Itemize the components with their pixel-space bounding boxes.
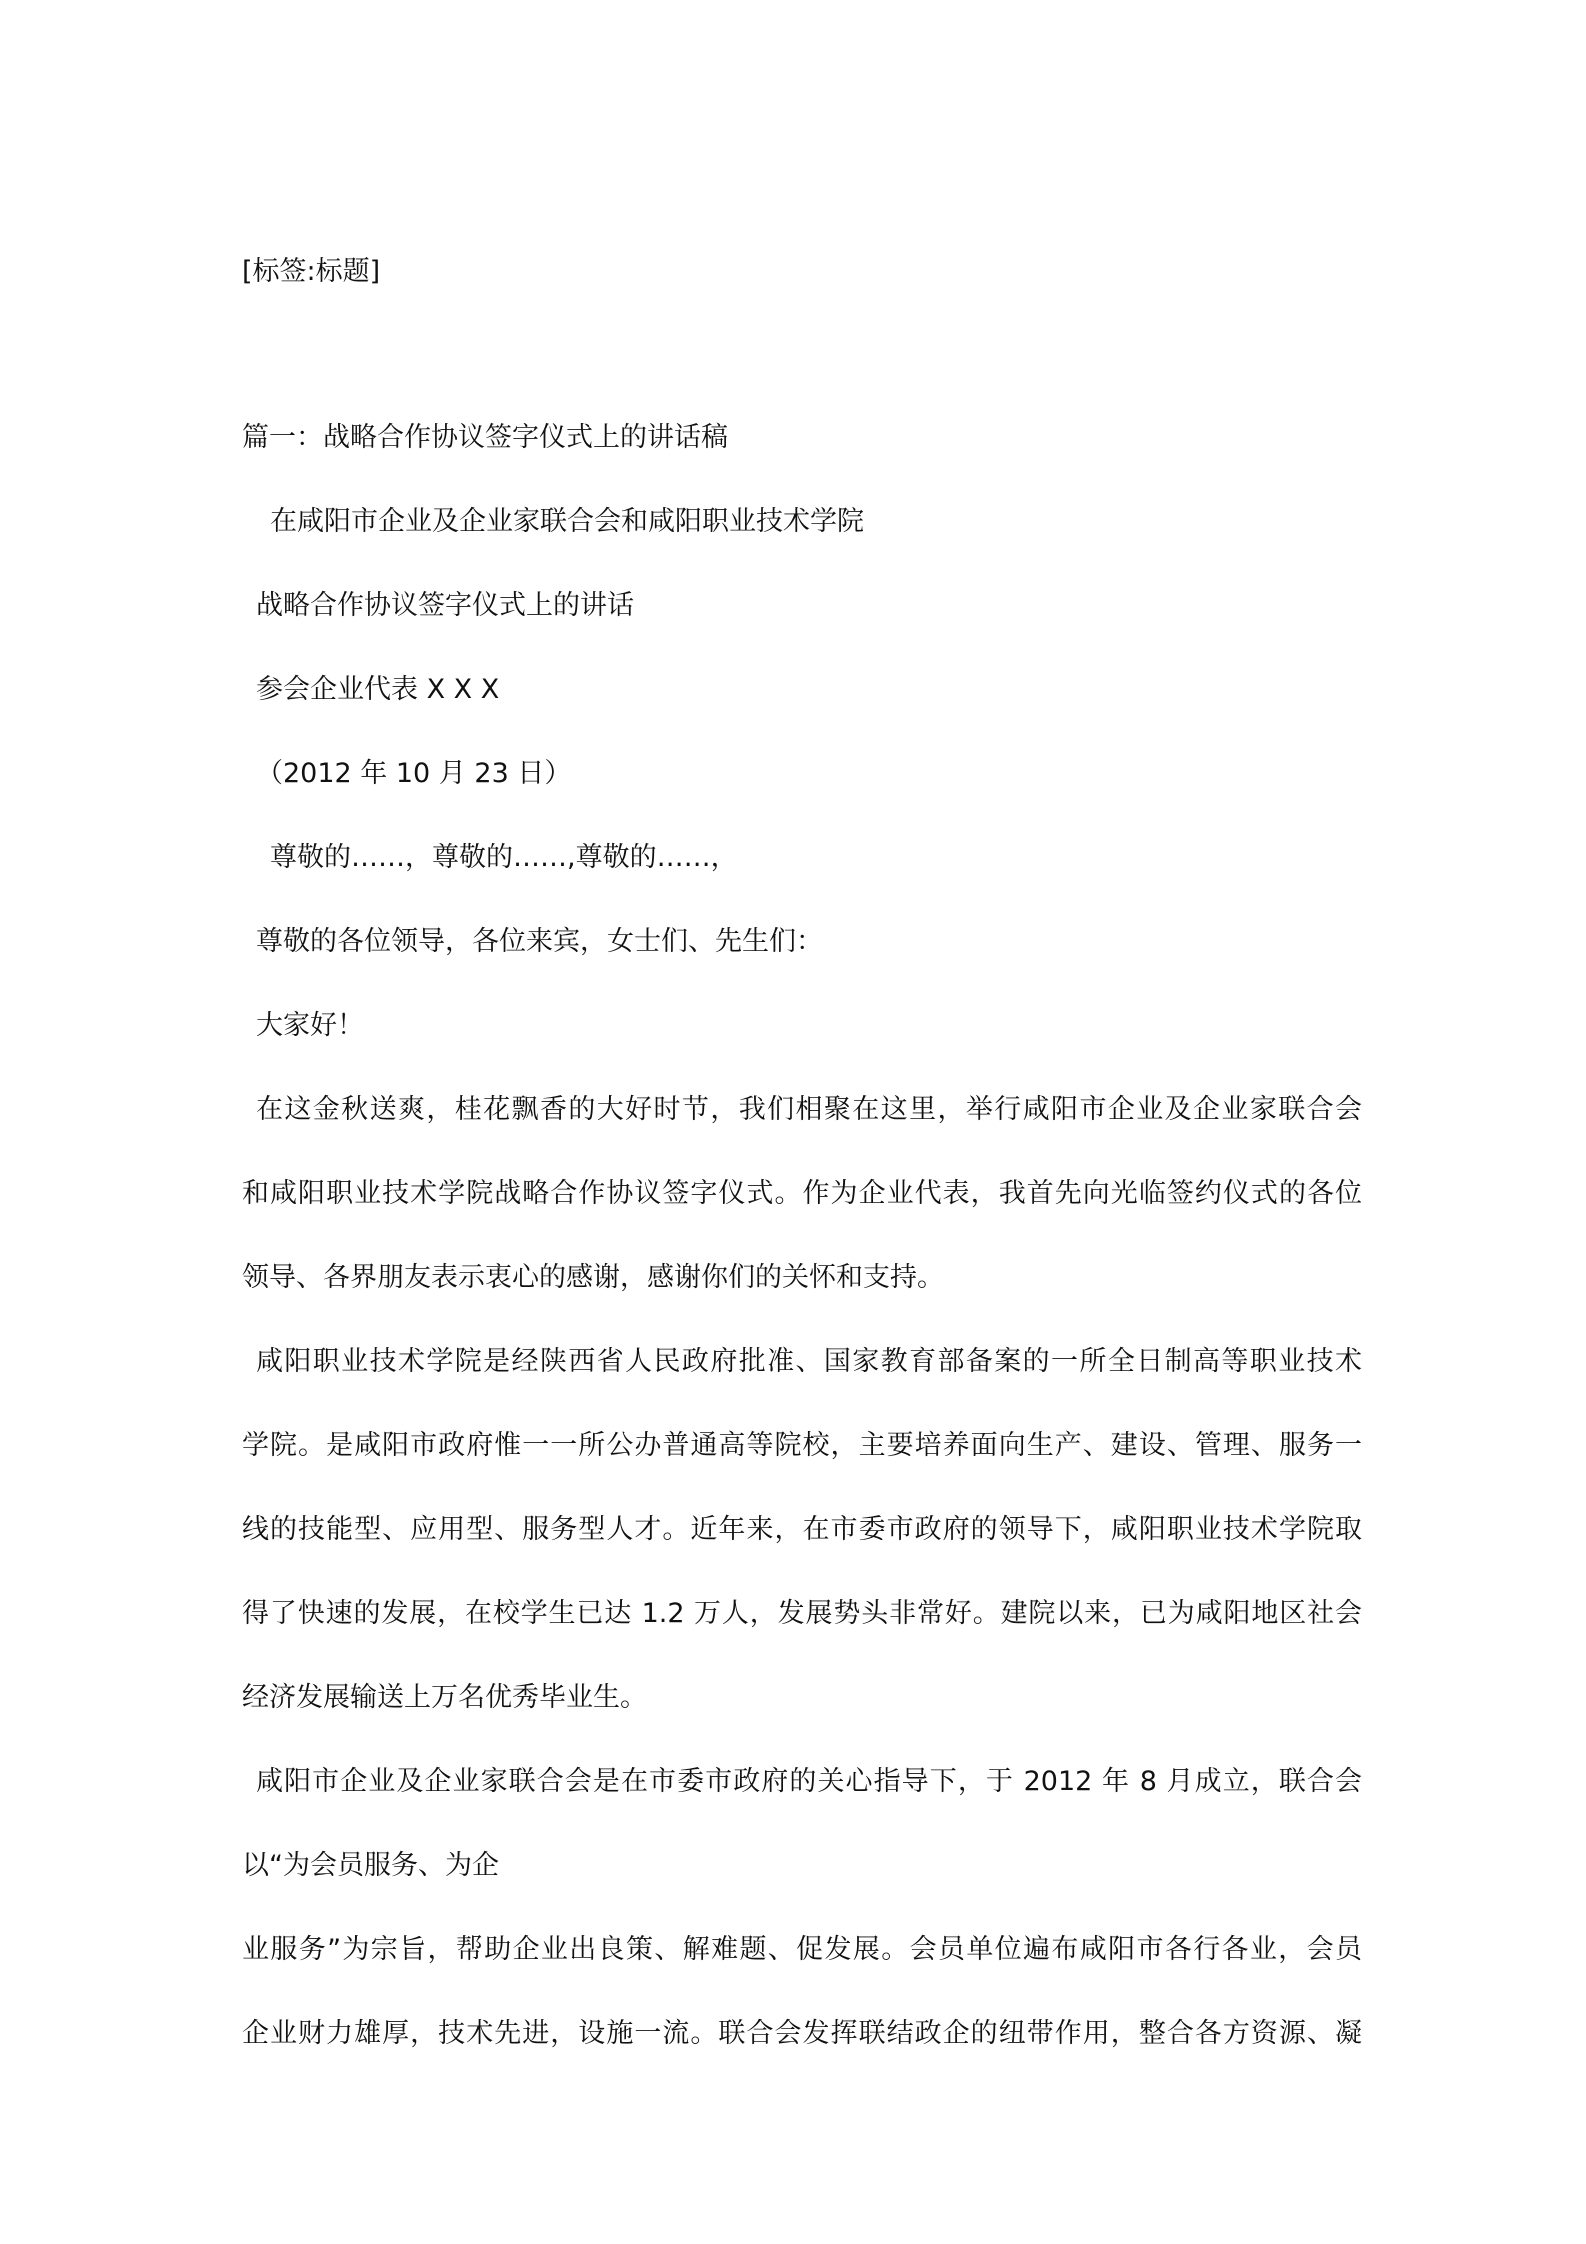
salutation-line-1: 尊敬的……，尊敬的……,尊敬的……， bbox=[270, 842, 738, 873]
heading-line-1: 在咸阳市企业及企业家联合会和咸阳职业技术学院 bbox=[270, 506, 864, 537]
paragraph-2-line: 得了快速的发展，在校学生已达 1.2 万人，发展势头非常好。建院以来，已为咸阳地区社会 bbox=[242, 1598, 1362, 1629]
paragraph-3-line: 业服务”为宗旨，帮助企业出良策、解难题、促发展。会员单位遍布咸阳市各行各业，会员 bbox=[242, 1934, 1362, 1965]
paragraph-1-line: 领导、各界朋友表示衷心的感谢，感谢你们的关怀和支持。 bbox=[242, 1262, 944, 1293]
paragraph-1-line: 在这金秋送爽，桂花飘香的大好时节，我们相聚在这里，举行咸阳市企业及企业家联合会 bbox=[256, 1094, 1362, 1125]
paragraph-2-line: 咸阳职业技术学院是经陕西省人民政府批准、国家教育部备案的一所全日制高等职业技术 bbox=[256, 1346, 1362, 1377]
date-line: （2012 年 10 月 23 日） bbox=[256, 758, 572, 789]
paragraph-2-line: 经济发展输送上万名优秀毕业生。 bbox=[242, 1682, 647, 1713]
salutation-line-2: 尊敬的各位领导，各位来宾，女士们、先生们： bbox=[256, 926, 823, 957]
paragraph-1-line: 和咸阳职业技术学院战略合作协议签字仪式。作为企业代表，我首先向光临签约仪式的各位 bbox=[242, 1178, 1362, 1209]
paragraph-2-line: 学院。是咸阳市政府惟一一所公办普通高等院校，主要培养面向生产、建设、管理、服务一 bbox=[242, 1430, 1362, 1461]
paragraph-3-line: 以“为会员服务、为企 bbox=[242, 1850, 499, 1881]
paragraph-2-line: 线的技能型、应用型、服务型人才。近年来，在市委市政府的领导下，咸阳职业技术学院取 bbox=[242, 1514, 1362, 1545]
tag-line: [标签:标题] bbox=[242, 256, 381, 287]
paragraph-3-line: 咸阳市企业及企业家联合会是在市委市政府的关心指导下，于 2012 年 8 月成立，联合会 bbox=[256, 1766, 1362, 1797]
greeting-line: 大家好！ bbox=[256, 1010, 364, 1041]
heading-line-2: 战略合作协议签字仪式上的讲话 bbox=[256, 590, 634, 621]
paragraph-3-line: 企业财力雄厚，技术先进，设施一流。联合会发挥联结政企的纽带作用，整合各方资源、凝 bbox=[242, 2018, 1362, 2049]
section-title: 篇一：战略合作协议签字仪式上的讲话稿 bbox=[242, 422, 728, 453]
speaker-line: 参会企业代表 X X X bbox=[256, 674, 500, 705]
